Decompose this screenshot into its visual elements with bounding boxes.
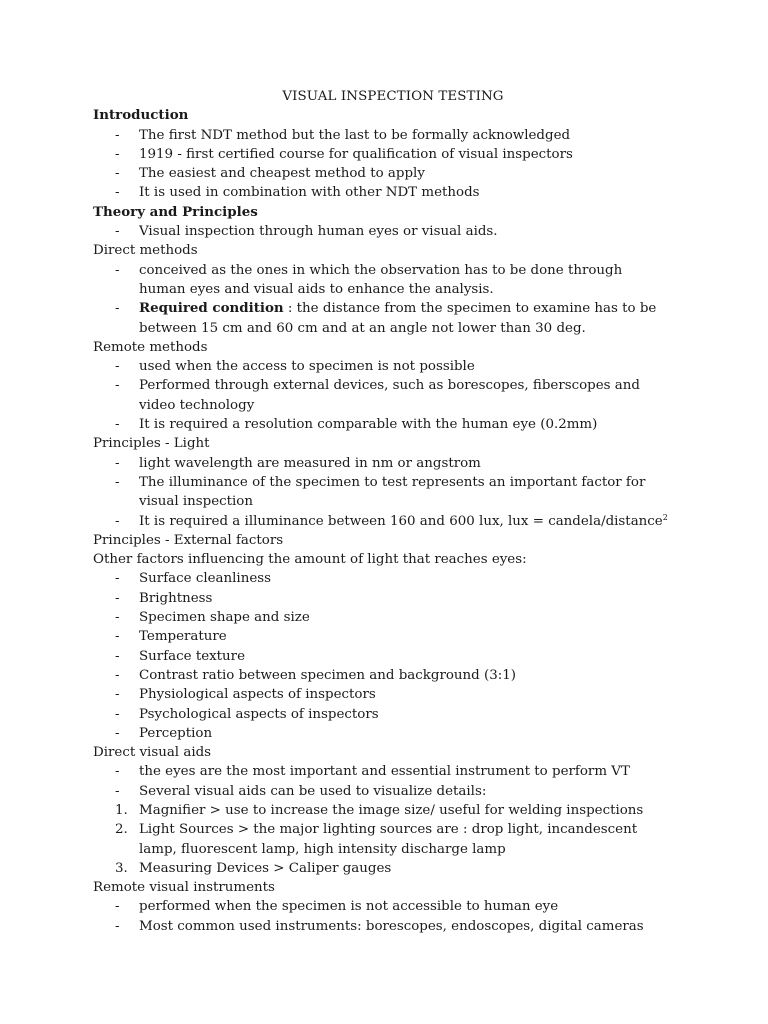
- bullet-marker: -: [115, 166, 120, 182]
- list-item: [93, 473, 673, 512]
- list-item: [93, 145, 673, 164]
- superscript: 2: [662, 512, 668, 522]
- section-heading: Direct methods: [93, 243, 198, 259]
- bullet-marker: -: [115, 629, 120, 645]
- bullet-marker: -: [115, 918, 120, 934]
- list-item-text: light wavelength are measured in nm or angstrom: [139, 455, 481, 471]
- list-item: [93, 801, 673, 820]
- list-item-text: Light Sources > the major lighting sources are : drop light, incandescent lamp, fluorescent lamp, high intensity discharge lamp: [139, 822, 638, 857]
- list-item: [93, 666, 673, 685]
- list-item-text: Psychological aspects of inspectors: [139, 706, 379, 722]
- section-heading: Direct visual aids: [93, 745, 212, 761]
- section: [93, 878, 673, 936]
- list-item: [93, 376, 673, 415]
- list-item-text: Contrast ratio between specimen and background (3:1): [139, 667, 517, 683]
- list-item-text: Perception: [139, 725, 213, 741]
- list-item-text: It is required a illuminance between 160 and 600 lux, lux = candela/distance$^2$: [139, 512, 668, 529]
- list-item-text: It is used in combination with other NDT methods: [139, 185, 480, 201]
- bullet-marker: -: [115, 590, 120, 606]
- list-item: [93, 164, 673, 183]
- document-page: [93, 87, 673, 936]
- list-item: [93, 705, 673, 724]
- bullet-marker: -: [115, 706, 120, 722]
- list-item-text: Most common used instruments: borescopes, endoscopes, digital cameras: [139, 918, 644, 934]
- list-item-text: Measuring Devices > Caliper gauges: [139, 860, 392, 876]
- list-item-text: Surface texture: [139, 648, 246, 664]
- list-item: [93, 569, 673, 588]
- section: [93, 434, 673, 530]
- section: [93, 203, 673, 242]
- list-item-text: used when the access to specimen is not possible: [139, 359, 475, 375]
- list-item: [93, 782, 673, 801]
- list-item-text: Required condition : the distance from the specimen to examine has to be between 15 cm and 60 cm and at an angle not lower than 30 deg.: [139, 300, 657, 336]
- bullet-marker: -: [115, 610, 120, 626]
- list-item: [93, 299, 673, 338]
- document-title: VISUAL INSPECTION TESTING: [282, 89, 504, 104]
- bullet-marker: -: [115, 899, 120, 915]
- bullet-marker: -: [115, 455, 120, 471]
- list-item: [93, 222, 673, 241]
- list-item-text: Surface cleanliness: [139, 571, 271, 587]
- list-item-text: conceived as the ones in which the observation has to be done through human eyes and visual aids to enhance the analysis.: [139, 262, 623, 297]
- bullet-marker: -: [115, 359, 120, 375]
- list-item: [93, 685, 673, 704]
- list-item: [93, 608, 673, 627]
- bullet-marker: -: [115, 667, 120, 683]
- number-marker: 3.: [115, 860, 128, 876]
- section-heading: Principles - External factors: [93, 532, 284, 548]
- bullet-marker: -: [115, 185, 120, 201]
- list-item: [93, 415, 673, 434]
- list-item: [93, 261, 673, 300]
- section-heading: Principles - Light: [93, 436, 210, 452]
- list-item: [93, 647, 673, 666]
- list-item-text: Physiological aspects of inspectors: [139, 687, 376, 703]
- list-item-text: The first NDT method but the last to be formally acknowledged: [139, 127, 571, 143]
- bullet-marker: -: [115, 764, 120, 780]
- bullet-marker: -: [115, 146, 120, 162]
- list-item: [93, 512, 673, 531]
- list-item: [93, 357, 673, 376]
- section-heading: Remote visual instruments: [93, 880, 275, 896]
- list-item: [93, 762, 673, 781]
- bullet-marker: -: [115, 648, 120, 664]
- list-item-text: Several visual aids can be used to visualize details:: [139, 783, 487, 799]
- list-item: [93, 627, 673, 646]
- list-item-text: The easiest and cheapest method to apply: [139, 166, 425, 182]
- section-paragraph: Other factors influencing the amount of light that reaches eyes:: [93, 552, 527, 568]
- list-item-text: performed when the specimen is not accessible to human eye: [139, 899, 559, 915]
- list-item: [93, 917, 673, 936]
- list-item-text: Visual inspection through human eyes or visual aids.: [139, 224, 498, 240]
- list-item-text: The illuminance of the specimen to test represents an important factor for visual inspection: [139, 474, 646, 510]
- bullet-marker: -: [115, 725, 120, 741]
- section-heading: Remote methods: [93, 339, 208, 355]
- bold-lead: Required condition: [139, 300, 284, 317]
- list-item-text: Specimen shape and size: [139, 610, 310, 626]
- list-item: [93, 454, 673, 473]
- section-heading: Theory and Principles: [93, 203, 258, 220]
- section: [93, 241, 673, 337]
- list-item-text: Magnifier > use to increase the image size/ useful for welding inspections: [139, 802, 644, 818]
- bullet-marker: -: [115, 474, 120, 490]
- bullet-marker: -: [115, 262, 120, 278]
- bullet-marker: -: [115, 127, 120, 143]
- list-item-text: the eyes are the most important and essential instrument to perform VT: [139, 764, 630, 780]
- section: [93, 531, 673, 743]
- list-item-text: It is required a resolution comparable with the human eye (0.2mm): [139, 417, 598, 433]
- number-marker: 1.: [115, 802, 128, 818]
- list-item-text: Temperature: [139, 629, 227, 645]
- list-item-text: Performed through external devices, such as borescopes, fiberscopes and video technology: [139, 378, 640, 413]
- list-item-text: Brightness: [139, 590, 213, 606]
- section: [93, 338, 673, 434]
- bullet-marker: -: [115, 571, 120, 587]
- section-heading: Introduction: [93, 107, 189, 124]
- list-item: [93, 859, 673, 878]
- section: [93, 743, 673, 878]
- number-marker: 2.: [115, 822, 128, 838]
- bullet-marker: -: [115, 513, 120, 529]
- bullet-marker: -: [115, 301, 120, 317]
- list-item: [93, 724, 673, 743]
- document-body: [93, 106, 673, 936]
- bullet-marker: -: [115, 783, 120, 799]
- list-item: [93, 820, 673, 859]
- bullet-marker: -: [115, 687, 120, 703]
- bullet-marker: -: [115, 417, 120, 433]
- bullet-marker: -: [115, 224, 120, 240]
- section: [93, 106, 673, 202]
- list-item: [93, 183, 673, 202]
- bullet-marker: -: [115, 378, 120, 394]
- list-item-text: 1919 - first certified course for qualification of visual inspectors: [139, 146, 573, 162]
- list-item: [93, 897, 673, 916]
- list-item: [93, 126, 673, 145]
- list-item: [93, 589, 673, 608]
